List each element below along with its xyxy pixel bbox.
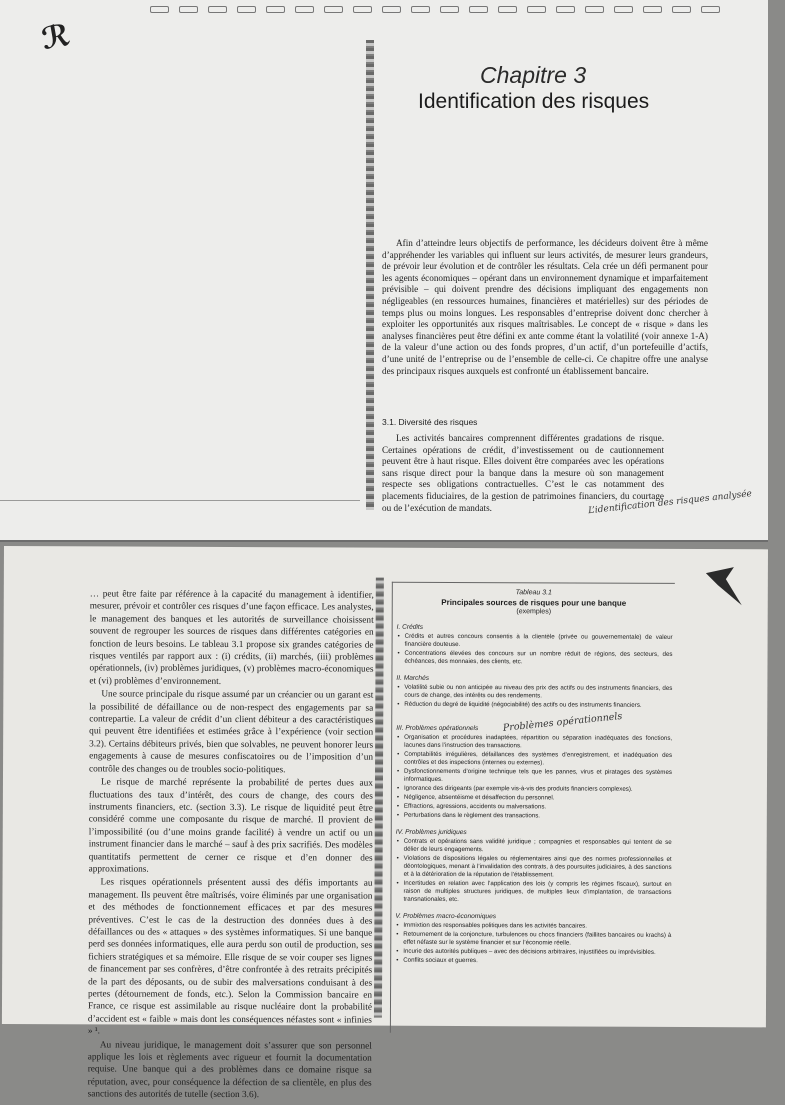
list-item: • Violations de dispositions légales ou réglementaires ainsi que des normes professionnelles et déontologiques, menant à l’invalidation des contrats, à des poursuites judiciaires, à des sanctions et à la détérioration de la réputation de l’établissement. [404, 855, 672, 880]
body-paragraph: Une source principale du risque assumé par un créancier ou un garant est la possibilité de défaillance ou de non-respect des engagements par sa contrepartie. La valeur de crédit d’un client débiteur a des caractéristiques qui peuvent être identifiées et estimées grâce à l’expérience (voir section 3.2). Certains débiteurs privés, bien que solvables, ne peuvent honorer leurs engagements à cause de mesures confiscatoires ou de l’imposition d’un contrôle des changes ou de troubles socio-politiques. [89, 689, 374, 775]
body-text-column [88, 588, 374, 1103]
table-section-heading: V. Problèmes macro-économiques [395, 912, 497, 921]
bottom-page [2, 546, 768, 1101]
table-section-heading: III. Problèmes opérationnels [396, 724, 479, 733]
list-item: • Comptabilités irrégulières, défaillances des systèmes d’enregistrement, et inadéquation des contrôles et des inspections (internes ou externes). [404, 751, 672, 768]
page-gutter [366, 40, 374, 510]
list-item: • Concentrations élevées des concours sur un nombre réduit de régions, des secteurs, des échéances, des monnaies, des clients, etc. [404, 650, 672, 667]
intro-paragraph: Afin d’atteindre leurs objectifs de performance, les décideurs doivent être à même d’appréhender les variables qui influent sur leurs activités, de mesurer leurs grandeurs, de prévoir leur évolution et de contrôler les résultats. Cela crée un défi permanent pour les agents économiques – opérant dans un environnement dynamique et imparfaitement prévisible – qui doivent prendre des décisions impliquant des engagements non négligeables (en ressources humaines, financières et matérielles) sur des périodes de temps plus ou moins longues. Les responsables d’entreprise doivent donc chercher à exploiter les opportunités aux risques maîtrisables. Le concept de « risque » dans les analyses financières peut être défini ex ante comme étant la volatilité (voir annexe 1-A) de la valeur d’une action ou des fonds propres, d’un actif, d’un portefeuille d’actifs, d’une unité de l’entreprise ou de l’ensemble de celle-ci. Ce chapitre offre une analyse des principaux risques auxquels est confronté un établissement bancaire. [382, 238, 708, 376]
body-paragraph: Au niveau juridique, le management doit s’assurer que son personnel applique les lois et règlements avec rigueur et fournit la documentation requise. Une banque qui a des problèmes dans ce domaine risque sa réputation, avec, pour conséquence la défection de sa clientèle, en plus des sanctions des autorités de tutelle (section 3.6). [87, 1040, 372, 1101]
body-paragraph: Les risques opérationnels présentent aussi des défis importants au management. Ils peuvent être maîtrisés, voire éliminés par une organisation et des méthodes de fonctionnement efficaces et par des mesures préventives. C’est le cas de la destruction des données dues à des défaillances ou des « attaques » des systèmes informatiques. Si une banque perd ses données informatiques, elle aura perdu son outil de production, ses fichiers stratégiques et sa mémoire. Elle risque de se voir couper ses lignes de financement par ses confrères, d’être confrontée à des retraits précipités de la part des déposants, ou de subir des malversations conduisant à des pertes (détournement de fonds, etc.). Selon la Commission bancaire en France, ce risque est assimilable au risque nucléaire dont la probabilité d’accident est « faible » mais dont les conséquences néfastes sont « infinies » ¹. [87, 877, 373, 1037]
list-item: • Réduction du degré de liquidité (négociabilité) des actifs ou des instruments financiers. [404, 701, 672, 710]
top-page [0, 0, 768, 540]
list-item: • Ignorance des dirigeants (par exemple vis-à-vis des produits financiers complexes). [404, 785, 672, 794]
list-item: • Organisation et procédures inadaptées, répartition ou séparation inadéquates des fonctions, lacunes dans l’instruction des transactions. [404, 734, 672, 751]
handwritten-annotation: Problèmes opérationnels [502, 710, 623, 734]
handwritten-mark: ℛ [39, 17, 73, 58]
table-title: Principales sources de risques pour une banque [441, 597, 627, 608]
table-section-list [391, 838, 673, 905]
scan-smudge-icon [704, 565, 744, 609]
table-section-heading: I. Crédits [396, 623, 424, 631]
chapter-number: Chapitre 3 [480, 62, 587, 88]
list-item: • Contrats et opérations sans validité juridique ; compagnies et responsables qui tentent de se délier de leurs engagements. [404, 838, 672, 855]
table-section-list [392, 633, 674, 667]
chapter-title: Identification des risques [418, 90, 650, 113]
section-heading: 3.1. Diversité des risques [382, 417, 478, 427]
table-section-list [391, 922, 673, 966]
handwritten-annotation: L’identification des risques analysée [587, 489, 753, 517]
list-item: • Immixtion des responsables politiques dans les activités bancaires. [403, 922, 671, 931]
page-gutter [374, 578, 384, 1018]
list-item: • Incurie des autorités publiques – avec des décisions arbitraires, injustifiées ou imprévisibles. [403, 948, 671, 957]
list-item: • Perturbations dans le règlement des transactions. [404, 812, 672, 821]
list-item: • Conflits sociaux et guerres. [403, 957, 671, 966]
list-item: • Incertitudes en relation avec l’application des lois (y compris les régimes fiscaux), surtout en raison de multiples structures juridiques, de multiples lieux d’implantation, de transactions transnationales, etc. [403, 880, 671, 905]
table-subtitle: (exemples) [516, 608, 552, 616]
list-item: • Crédits et autres concours consentis à la clientèle (privée ou gouvernementale) de valeur financière douteuse. [405, 633, 673, 650]
list-item: • Dysfonctionnements d’origine technique tels que les pannes, virus et piratages des systèmes informatiques. [404, 768, 672, 785]
table-caption: Tableau 3.1 [515, 589, 552, 597]
section-paragraph: Les activités bancaires comprennent différentes gradations de risque. Certaines opérations de crédit, d’investissement ou de cautionnement peuvent être à haut risque. Elles doivent être comparées avec les opérations sans risque direct pour la banque dans la mesure où son management respecte ses obligations contractuelles. C’est le cas notamment des placements fiduciaires, de la gestion de patrimoines financiers, du courtage ou de l’exécution de mandats. [382, 433, 664, 513]
risk-sources-table [390, 582, 675, 1034]
scan-edge [0, 500, 360, 501]
table-section-heading: IV. Problèmes juridiques [395, 828, 467, 837]
list-item: • Négligence, absentéisme et désaffection du personnel. [404, 794, 672, 803]
list-item: • Volatilité subie ou non anticipée au niveau des prix des actifs ou des instruments financiers, des cours de change, des intérêts ou des rendements. [404, 684, 672, 701]
table-section-list [392, 684, 674, 710]
table-section-list [392, 734, 674, 821]
list-item: • Retournement de la conjoncture, turbulences ou chocs financiers (faillites bancaires ou krachs) à effet néfaste sur le système financier et sur l’économie réelle. [403, 931, 671, 948]
body-paragraph: … peut être faite par référence à la capacité du management à identifier, mesurer, prévoir et contrôler ces risques d’une façon efficace. Les analystes, le management des banques et les autorités de surveillance choisissent souvent de regrouper les sources de risques dans différentes catégories en fonction de leurs besoins. Le tableau 3.1 propose six grandes catégories de risques ventilés par rapport aux : (i) crédits, (ii) marchés, (iii) problèmes opérationnels, (iv) problèmes juridiques, (v) problèmes macro-économiques et (vi) problèmes d’environnement. [89, 589, 374, 687]
body-paragraph: Le risque de marché représente la probabilité de pertes dues aux fluctuations des taux d’intérêt, des cours de change, des cours des instruments financiers, etc. (section 3.3). Le risque de liquidité peut être considéré comme une composante du risque de marché. Il provient de l’impossibilité (ou d’une moins grande facilité) à vendre un actif ou un instrument financier dans le marché – sauf à des prix sacrifiés. Des modèles quantitatifs permettent de cerner ce risque et d’en donner des approximations. [88, 777, 373, 875]
binder-holes [150, 6, 720, 13]
table-section-heading: II. Marchés [396, 674, 430, 682]
list-item: • Effractions, agressions, accidents ou malversations. [404, 803, 672, 812]
